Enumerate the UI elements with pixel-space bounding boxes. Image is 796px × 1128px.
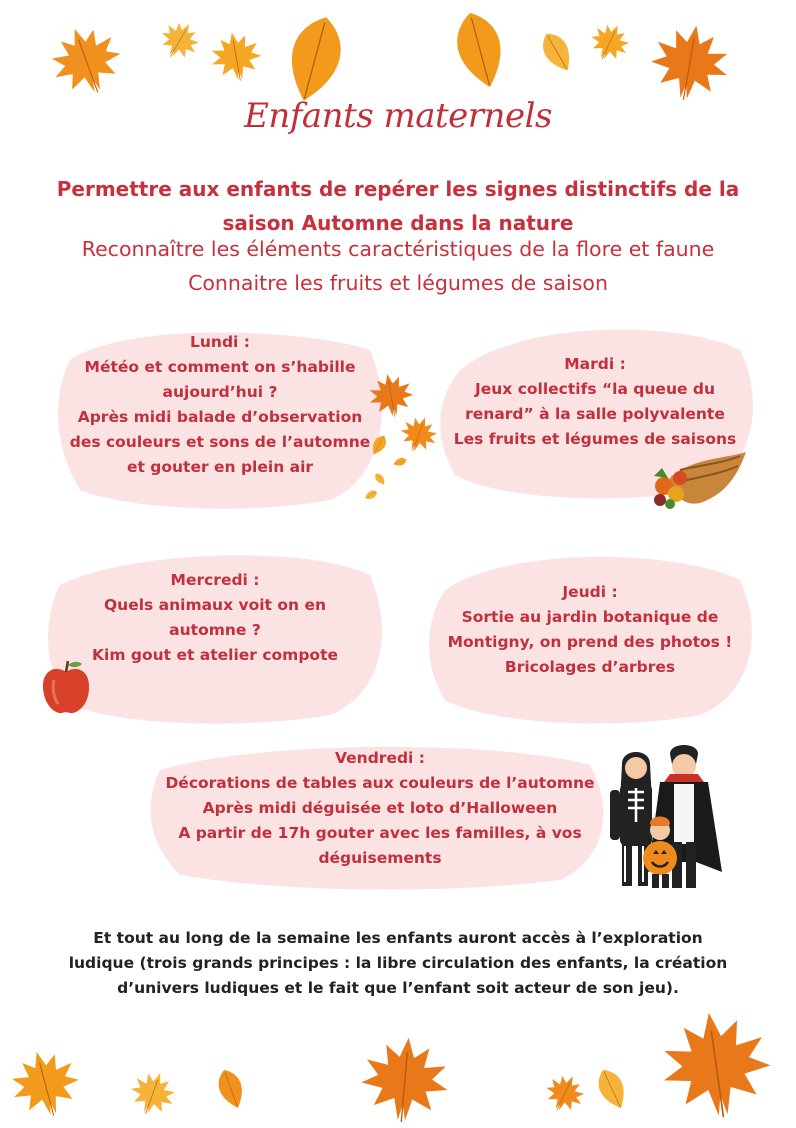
- intro-line: Reconnaître les éléments caractéristiques de la flore et faune: [81, 237, 715, 261]
- day-heading: Vendredi :: [335, 749, 425, 767]
- intro-line: Connaitre les fruits et légumes de saison: [188, 271, 608, 295]
- leaf-decoration-top: [0, 0, 796, 100]
- maple-leaf-icon: [644, 16, 737, 109]
- day-mercredi: Mercredi : Quels animaux voit on en automne ? Kim gout et atelier compote: [40, 568, 390, 668]
- maple-leaf-icon: [206, 26, 266, 86]
- day-heading: Mardi :: [564, 355, 626, 373]
- leaf-icon: [527, 22, 587, 82]
- leaf-decoration-bottom: [0, 1000, 796, 1125]
- leaf-icon: [431, 1, 529, 99]
- leaf-icon: [202, 1056, 260, 1121]
- day-heading: Mercredi :: [170, 571, 260, 589]
- maple-leaf-icon: [2, 1040, 88, 1126]
- day-heading: Jeudi :: [562, 583, 618, 601]
- day-mardi: Mardi : Jeux collectifs “la queue du renard” à la salle polyvalente Les fruits et légumes de saisons: [430, 352, 760, 452]
- page-title: Enfants maternels: [244, 96, 552, 136]
- halloween-family-icon: [606, 742, 736, 894]
- day-vendredi: Vendredi : Décorations de tables aux couleurs de l’automne Après midi déguisée et loto d’Halloween A partir de 17h gouter avec les familles, à vos déguisements: [120, 746, 640, 871]
- intro-objective: Permettre aux enfants de repérer les signes distinctifs de la saison Automne dans la nature: [56, 177, 740, 235]
- day-jeudi: Jeudi : Sortie au jardin botanique de Montigny, on prend des photos ! Bricolages d’arbres: [420, 580, 760, 680]
- leaf-icon: [390, 450, 410, 474]
- leaf-icon: [580, 1053, 644, 1124]
- maple-leaf-icon: [356, 1030, 454, 1128]
- day-lundi: Lundi : Météo et comment on s’habille aujourd’hui ? Après midi balade d’observation des couleurs et sons de l’automne et gouter en plein air: [50, 330, 390, 480]
- maple-leaf-icon: [653, 1001, 779, 1127]
- maple-leaf-icon: [124, 1064, 183, 1123]
- apple-icon: [40, 658, 92, 716]
- maple-leaf-icon: [153, 13, 208, 68]
- maple-leaf-icon: [40, 14, 132, 106]
- maple-leaf-icon: [583, 15, 636, 68]
- footer-note: Et tout au long de la semaine les enfants auront accès à l’exploration ludique (trois grands principes : la libre circulation des enfants, la création d’univers ludiques et le fait que l’enfant soit acteur de son jeu).: [68, 929, 728, 997]
- day-heading: Lundi :: [190, 333, 250, 351]
- cornucopia-icon: [650, 448, 750, 510]
